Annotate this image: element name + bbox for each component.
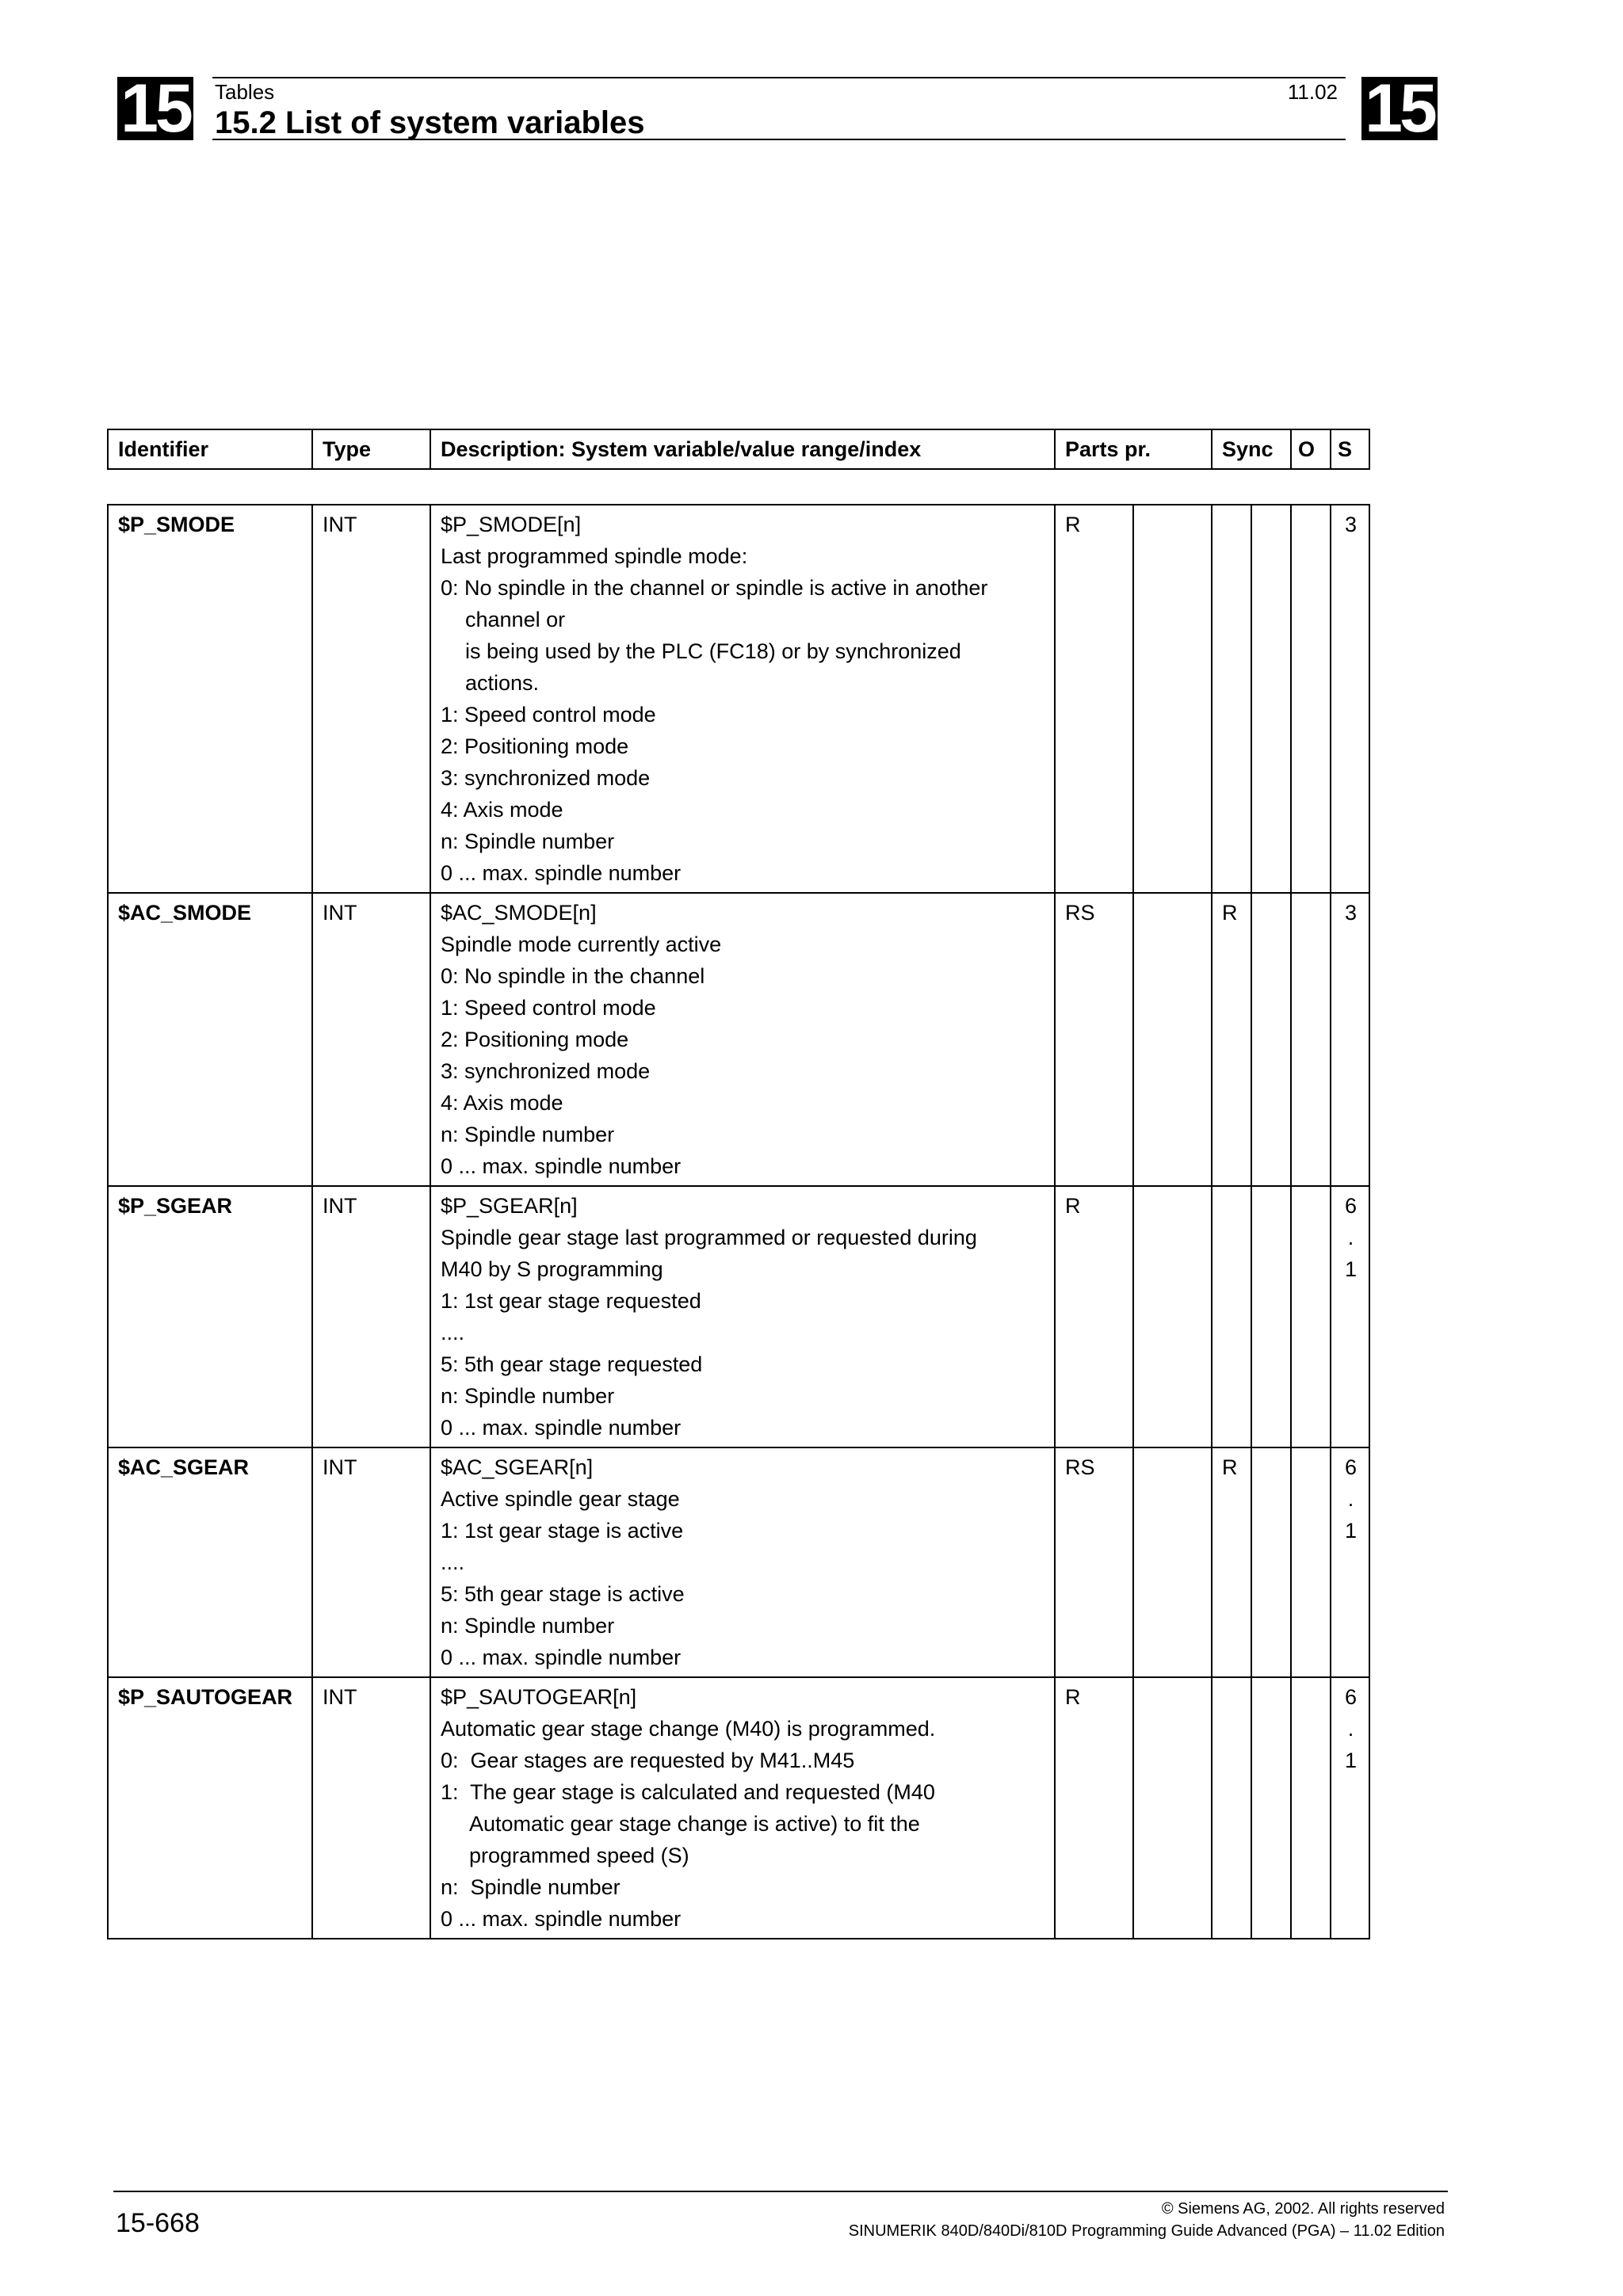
s-cell-char: 1: [1344, 1257, 1358, 1281]
header-bottom-rule: [212, 139, 1346, 140]
s-cell-char: 6: [1344, 1194, 1358, 1218]
identifier-cell: $P_SAUTOGEAR: [108, 1677, 312, 1939]
column-header-table: [107, 429, 1370, 470]
sync-cell-a: [1212, 1186, 1251, 1447]
col-header-description: Description: System variable/value range/index: [430, 429, 1055, 469]
chapter-number-badge-left: 15: [117, 77, 193, 140]
desc-line: 2: Positioning mode: [441, 1028, 629, 1051]
description-cell: [430, 1677, 1055, 1939]
column-header-row: [108, 429, 1369, 469]
s-cell-char: .: [1347, 1226, 1354, 1249]
desc-line: 0: Gear stages are requested by M41..M45: [441, 1749, 855, 1772]
col-header-parts-pr: Parts pr.: [1055, 429, 1212, 469]
desc-line: 5: 5th gear stage is active: [441, 1582, 685, 1606]
table-row: [108, 1186, 1369, 1447]
o-cell: [1291, 1186, 1331, 1447]
identifier-cell: $AC_SGEAR: [108, 1447, 312, 1677]
header-section-label: Tables: [215, 80, 275, 104]
parts-pr-cell-a: R: [1055, 505, 1133, 893]
desc-line: 0 ... max. spindle number: [441, 1416, 682, 1440]
desc-line: 0 ... max. spindle number: [441, 861, 682, 885]
desc-line: n: Spindle number: [441, 1875, 621, 1899]
sync-cell-b: [1251, 1677, 1291, 1939]
desc-line: M40 by S programming: [441, 1257, 663, 1281]
sync-cell-a: R: [1212, 893, 1251, 1186]
desc-line: $AC_SMODE[n]: [441, 901, 597, 925]
table-row: [108, 505, 1369, 893]
parts-pr-cell-a: RS: [1055, 1447, 1133, 1677]
desc-line: $P_SMODE[n]: [441, 513, 582, 536]
s-cell: [1331, 1447, 1369, 1677]
desc-line: 3: synchronized mode: [441, 1059, 651, 1083]
col-header-o: O: [1291, 429, 1331, 469]
table-row: [108, 1447, 1369, 1677]
parts-pr-cell-a: R: [1055, 1186, 1133, 1447]
o-cell: [1291, 1447, 1331, 1677]
s-cell: 3: [1331, 505, 1369, 893]
desc-line: n: Spindle number: [441, 1384, 615, 1408]
desc-line: 1: Speed control mode: [441, 703, 656, 727]
header-edition: 11.02: [1287, 80, 1338, 104]
desc-line: 4: Axis mode: [441, 798, 563, 822]
table-row: [108, 893, 1369, 1186]
s-cell-char: 6: [1344, 1455, 1358, 1479]
type-cell: INT: [312, 1447, 430, 1677]
desc-line: n: Spindle number: [441, 830, 615, 853]
desc-line: 3: synchronized mode: [441, 766, 651, 790]
o-cell: [1291, 1677, 1331, 1939]
desc-line: channel or: [465, 608, 566, 631]
type-cell: INT: [312, 1186, 430, 1447]
col-header-sync: Sync: [1212, 429, 1291, 469]
col-header-s: S: [1331, 429, 1369, 469]
desc-line: ....: [441, 1550, 465, 1574]
footer-rule: [113, 2191, 1448, 2192]
desc-line: 0 ... max. spindle number: [441, 1646, 682, 1669]
description-cell: [430, 893, 1055, 1186]
chapter-number-badge-right: 15: [1361, 77, 1438, 140]
desc-line: $P_SGEAR[n]: [441, 1194, 578, 1218]
s-cell-char: 1: [1344, 1519, 1358, 1543]
desc-line: Spindle gear stage last programmed or requested during: [441, 1226, 977, 1249]
parts-pr-cell-b: [1133, 1186, 1212, 1447]
desc-line: 0 ... max. spindle number: [441, 1907, 682, 1931]
s-cell-char: 6: [1344, 1685, 1358, 1709]
desc-line: programmed speed (S): [469, 1844, 689, 1867]
o-cell: [1291, 893, 1331, 1186]
desc-line: 1: Speed control mode: [441, 996, 656, 1020]
parts-pr-cell-b: [1133, 505, 1212, 893]
s-cell-char: .: [1347, 1717, 1354, 1741]
desc-line: $P_SAUTOGEAR[n]: [441, 1685, 637, 1709]
header-top-rule: [212, 77, 1346, 78]
desc-line: ....: [441, 1321, 465, 1344]
sync-cell-b: [1251, 1447, 1291, 1677]
sync-cell-b: [1251, 893, 1291, 1186]
parts-pr-cell-a: R: [1055, 1677, 1133, 1939]
type-cell: INT: [312, 505, 430, 893]
sync-cell-b: [1251, 505, 1291, 893]
s-cell-char: .: [1347, 1487, 1354, 1511]
desc-line: n: Spindle number: [441, 1123, 615, 1146]
system-variables-table: [107, 504, 1370, 1939]
parts-pr-cell-a: RS: [1055, 893, 1133, 1186]
col-header-type: Type: [312, 429, 430, 469]
type-cell: INT: [312, 1677, 430, 1939]
desc-line: 2: Positioning mode: [441, 734, 629, 758]
s-cell-char: 1: [1344, 1749, 1358, 1772]
sync-cell-b: [1251, 1186, 1291, 1447]
description-cell: [430, 1186, 1055, 1447]
desc-line: Last programmed spindle mode:: [441, 544, 748, 568]
desc-line: 5: 5th gear stage requested: [441, 1352, 703, 1376]
col-header-identifier: Identifier: [108, 429, 312, 469]
desc-line: 0 ... max. spindle number: [441, 1154, 682, 1178]
desc-line: 1: 1st gear stage requested: [441, 1289, 701, 1313]
parts-pr-cell-b: [1133, 1447, 1212, 1677]
desc-line: Automatic gear stage change (M40) is programmed.: [441, 1717, 936, 1741]
s-cell: [1331, 1186, 1369, 1447]
type-cell: INT: [312, 893, 430, 1186]
page-number: 15-668: [116, 2208, 200, 2238]
s-cell: [1331, 1677, 1369, 1939]
desc-line: actions.: [465, 671, 540, 695]
desc-line: 1: The gear stage is calculated and requested (M40: [441, 1780, 935, 1804]
desc-line: n: Spindle number: [441, 1614, 615, 1638]
desc-line: 4: Axis mode: [441, 1091, 563, 1115]
parts-pr-cell-b: [1133, 893, 1212, 1186]
desc-line: Active spindle gear stage: [441, 1487, 680, 1511]
desc-line: 0: No spindle in the channel or spindle is active in another: [441, 576, 988, 600]
desc-line: 0: No spindle in the channel: [441, 964, 705, 988]
desc-line: Spindle mode currently active: [441, 933, 722, 956]
description-cell: [430, 505, 1055, 893]
desc-line: Automatic gear stage change is active) to fit the: [469, 1812, 920, 1836]
sync-cell-a: [1212, 505, 1251, 893]
desc-line: 1: 1st gear stage is active: [441, 1519, 684, 1543]
sync-cell-a: R: [1212, 1447, 1251, 1677]
identifier-cell: $P_SMODE: [108, 505, 312, 893]
o-cell: [1291, 505, 1331, 893]
page-title: 15.2 List of system variables: [215, 105, 645, 140]
identifier-cell: $AC_SMODE: [108, 893, 312, 1186]
parts-pr-cell-b: [1133, 1677, 1212, 1939]
desc-line: is being used by the PLC (FC18) or by synchronized: [465, 639, 961, 663]
desc-line: $AC_SGEAR[n]: [441, 1455, 594, 1479]
footer-guide-title: SINUMERIK 840D/840Di/810D Programming Guide Advanced (PGA) – 11.02 Edition: [848, 2222, 1445, 2240]
table-row: [108, 1677, 1369, 1939]
sync-cell-a: [1212, 1677, 1251, 1939]
identifier-cell: $P_SGEAR: [108, 1186, 312, 1447]
footer-copyright: © Siemens AG, 2002. All rights reserved: [1161, 2200, 1445, 2218]
s-cell: 3: [1331, 893, 1369, 1186]
description-cell: [430, 1447, 1055, 1677]
